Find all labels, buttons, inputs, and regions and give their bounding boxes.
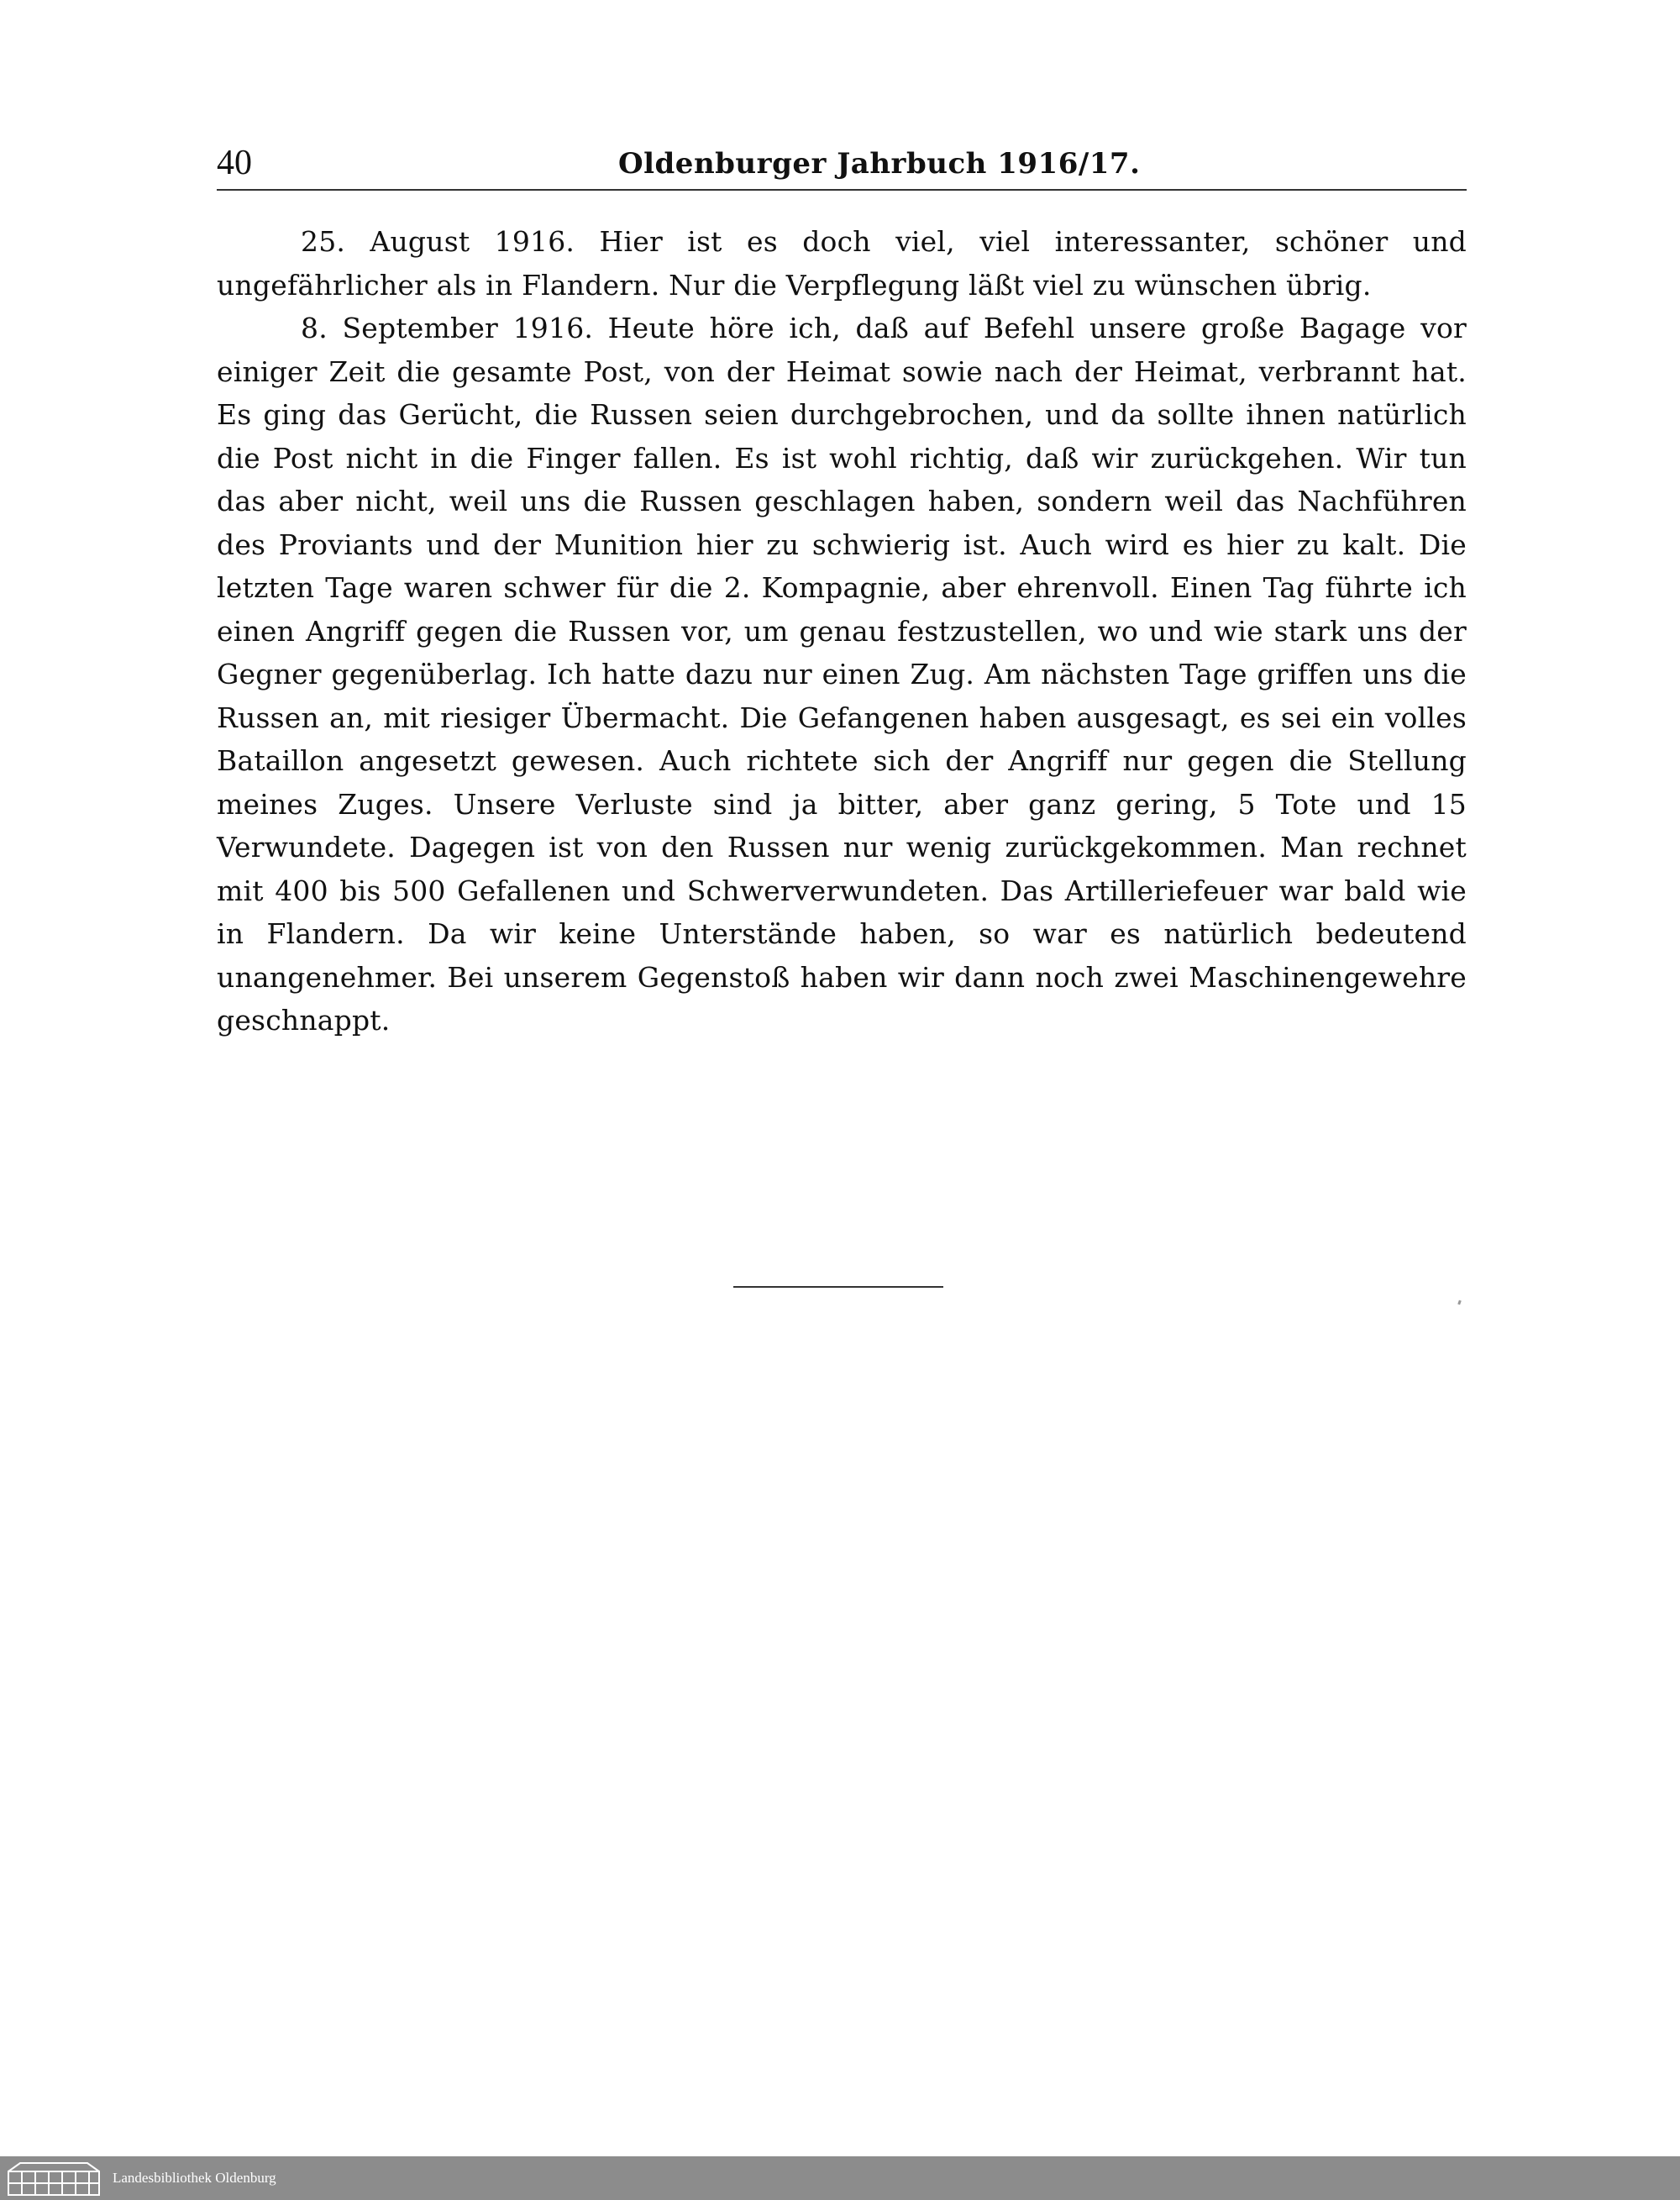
running-title: Oldenburger Jahrbuch 1916/17. bbox=[618, 147, 1141, 181]
scan-speck bbox=[1457, 1300, 1462, 1305]
page-header bbox=[217, 139, 1467, 187]
paragraph-september-1916: 8. September 1916. Heute höre ich, daß auf Befehl unsere große Bagage vor einiger Zeit die gesamte Post, von der Heimat sowie nach der Heimat, verbrannt hat. Es ging das Gerücht, die Russen seien durchgebrochen, und da sollte ihnen natürlich die Post nicht in die Finger fallen. Es ist wohl richtig, daß wir zurückgehen. Wir tun das aber nicht, weil uns die Russen geschlagen haben, sondern weil das Nachführen des Proviants und der Munition hier zu schwierig ist. Auch wird es hier zu kalt. Die letzten Tage waren schwer für die 2. Kompagnie, aber ehrenvoll. Einen Tag führte ich einen Angriff gegen die Russen vor, um genau festzustellen, wo und wie stark uns der Gegner gegenüberlag. Ich hatte dazu nur einen Zug. Am nächsten Tage griffen uns die Russen an, mit riesiger Übermacht. Die Gefangenen haben ausgesagt, es sei ein volles Bataillon angesetzt gewesen. Auch richtete sich der Angriff nur gegen die Stellung meines Zuges. Unsere Verluste sind ja bitter, aber ganz gering, 5 Tote und 15 Verwundete. Dagegen ist von den Russen nur wenig zurückgekommen. Man rechnet mit 400 bis 500 Gefallenen und Schwerverwundeten. Das Artilleriefeuer war bald wie in Flandern. Da wir keine Unterstände haben, so war es natürlich bedeutend unangenehmer. Bei unserem Gegenstoß haben wir dann noch zwei Maschinengewehre geschnappt. bbox=[217, 312, 1467, 1037]
library-name: Landesbibliothek Oldenburg bbox=[113, 2170, 276, 2186]
page-number: 40 bbox=[217, 144, 252, 182]
footer-bar bbox=[0, 2156, 1680, 2200]
header-rule bbox=[217, 189, 1467, 191]
body-text bbox=[217, 220, 1467, 1042]
library-building-icon bbox=[5, 2160, 102, 2197]
paragraph-august-1916: 25. August 1916. Hier ist es doch viel, viel interessanter, schöner und ungefährlicher als in Flandern. Nur die Verpflegung läßt viel zu wünschen übrig. bbox=[217, 225, 1467, 302]
end-rule bbox=[733, 1286, 943, 1288]
